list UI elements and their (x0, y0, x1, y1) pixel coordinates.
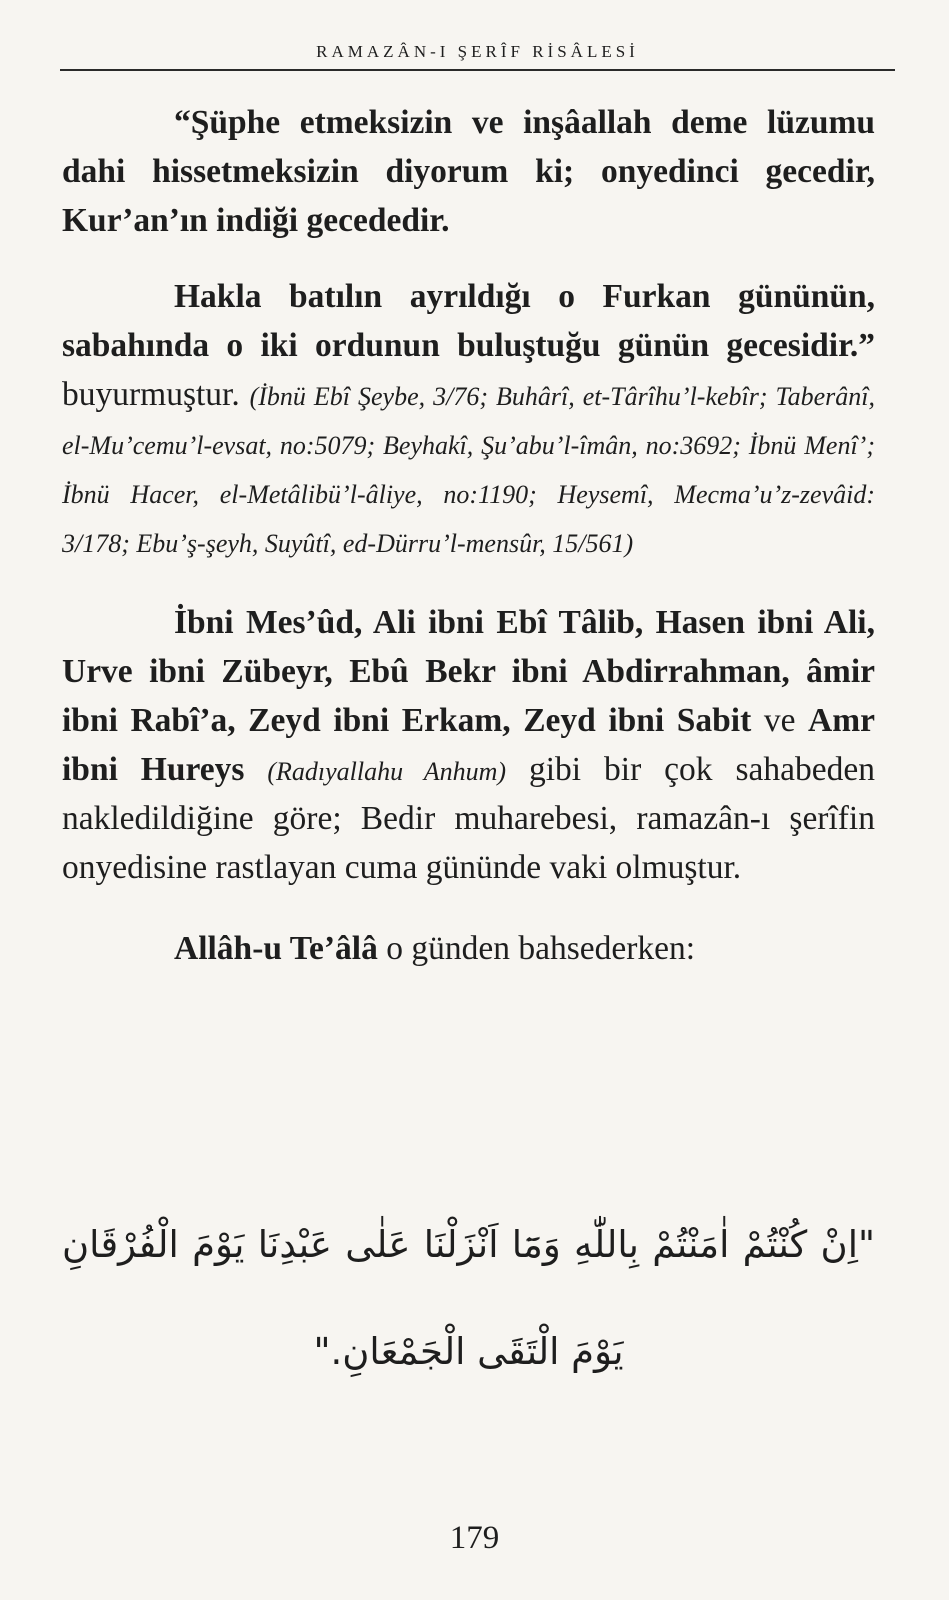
honorific-text: (Radıyallahu Anhum) (267, 757, 507, 786)
verb-text: buyurmuştur. (62, 376, 250, 413)
quran-verse-line-1: "اِنْ كُنْتُمْ اٰمَنْتُمْ بِاللّٰهِ وَمَٓا اَنْزَلْنَا عَلٰى عَبْدِنَا يَوْمَ الْفُرْقَانِ (62, 1223, 875, 1266)
main-text (62, 98, 875, 973)
running-header: RAMAZÂN-I ŞERÎF RİSÂLESİ (316, 42, 639, 61)
conjunction-text: ve (751, 702, 809, 739)
companions-list: İbni Mes’ûd, Ali ibni Ebî Tâlib, Hasen ibni Ali, Urve ibni Zübeyr, Ebû Bekr ibni Abdirrahman, âmir ibni Rabî’a, Zeyd ibni Erkam, Zeyd ibni Sabit (62, 604, 875, 739)
space-text (244, 751, 267, 788)
paragraph-quote-start (62, 98, 875, 245)
header-rule (60, 69, 895, 71)
badr-text: gibi bir çok sahabeden nakledildiğine göre; Bedir muharebesi, ramazân-ı şerîfin onyedisine rastlayan cuma gününde vaki olmuştur. (62, 751, 875, 886)
companion-last: Amr ibni Hureys (62, 702, 875, 788)
allah-text: Allâh-u Te’âlâ (174, 930, 378, 967)
quran-verse-line-2: يَوْمَ الْتَقَى الْجَمْعَانِ." (313, 1330, 624, 1373)
citation-text: (İbnü Ebî Şeybe, 3/76; Buhârî, et-Târîhu’l-kebîr; Taberânî, el-Mu’cemu’l-evsat, no:5079; Beyhakî, Şu’abu’l-îmân, no:3692; İbnü Menî’; İbnü Hacer, el-Metâlibü’l-âliye, no:1190; Heysemî, Mecma’u’z-zevâid: 3/178; Ebu’ş-şeyh, Suyûtî, ed-Dürru’l-mensûr, 15/561) (62, 382, 875, 558)
furkan-text: Hakla batılın ayrıldığı o Furkan gününün, sabahında o iki ordunun buluştuğu günün gecesidir.” (62, 278, 875, 364)
paragraph-intro-verse (62, 924, 875, 973)
paragraph-badr (62, 598, 875, 892)
quote-text: “Şüphe etmeksizin ve inşâallah deme lüzumu dahi hissetmeksizin diyorum ki; onyedinci gecedir, Kur’an’ın indiği gecededir. (62, 104, 875, 239)
page-number: 179 (449, 1520, 500, 1556)
intro-text: o günden bahsederken: (377, 930, 696, 967)
paragraph-furkan (62, 272, 875, 566)
